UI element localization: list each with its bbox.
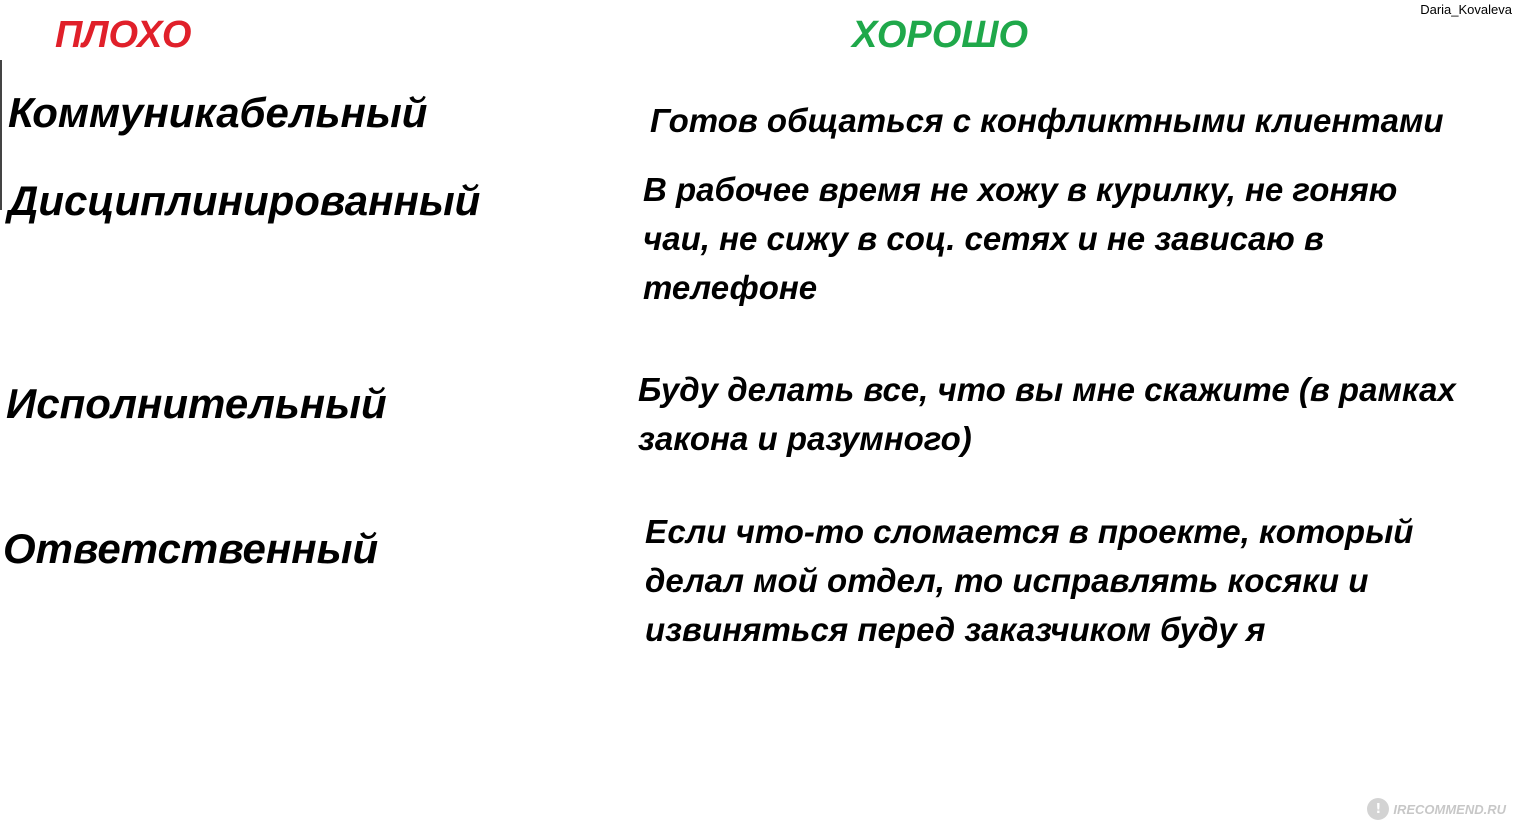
recommend-logo-icon: ! [1367,798,1389,820]
header-good: ХОРОШО [852,14,1029,56]
bad-example-diligent: Исполнительный [6,380,387,427]
good-example-disciplined: В рабочее время не хожу в курилку, не гоняю чаи, не сижу в соц. сетях и не зависаю в телефоне [643,171,1398,306]
author-watermark: Daria_Kovaleva [1420,2,1512,17]
good-example-responsible: Если что-то сломается в проекте, который делал мой отдел, то исправлять косяки и извиняться перед заказчиком буду я [645,513,1414,648]
left-divider [0,60,2,210]
site-watermark [1367,798,1506,820]
bad-example-disciplined: Дисциплинированный [8,177,481,224]
bad-example-communicative: Коммуникабельный [8,89,428,136]
good-example-diligent: Буду делать все, что вы мне скажите (в рамках закона и разумного) [638,371,1456,457]
site-watermark-text: IRECOMMEND.RU [1393,801,1506,817]
good-example-communicative: Готов общаться с конфликтными клиентами [650,102,1444,139]
header-bad: ПЛОХО [55,14,192,56]
bad-example-responsible: Ответственный [3,525,379,572]
